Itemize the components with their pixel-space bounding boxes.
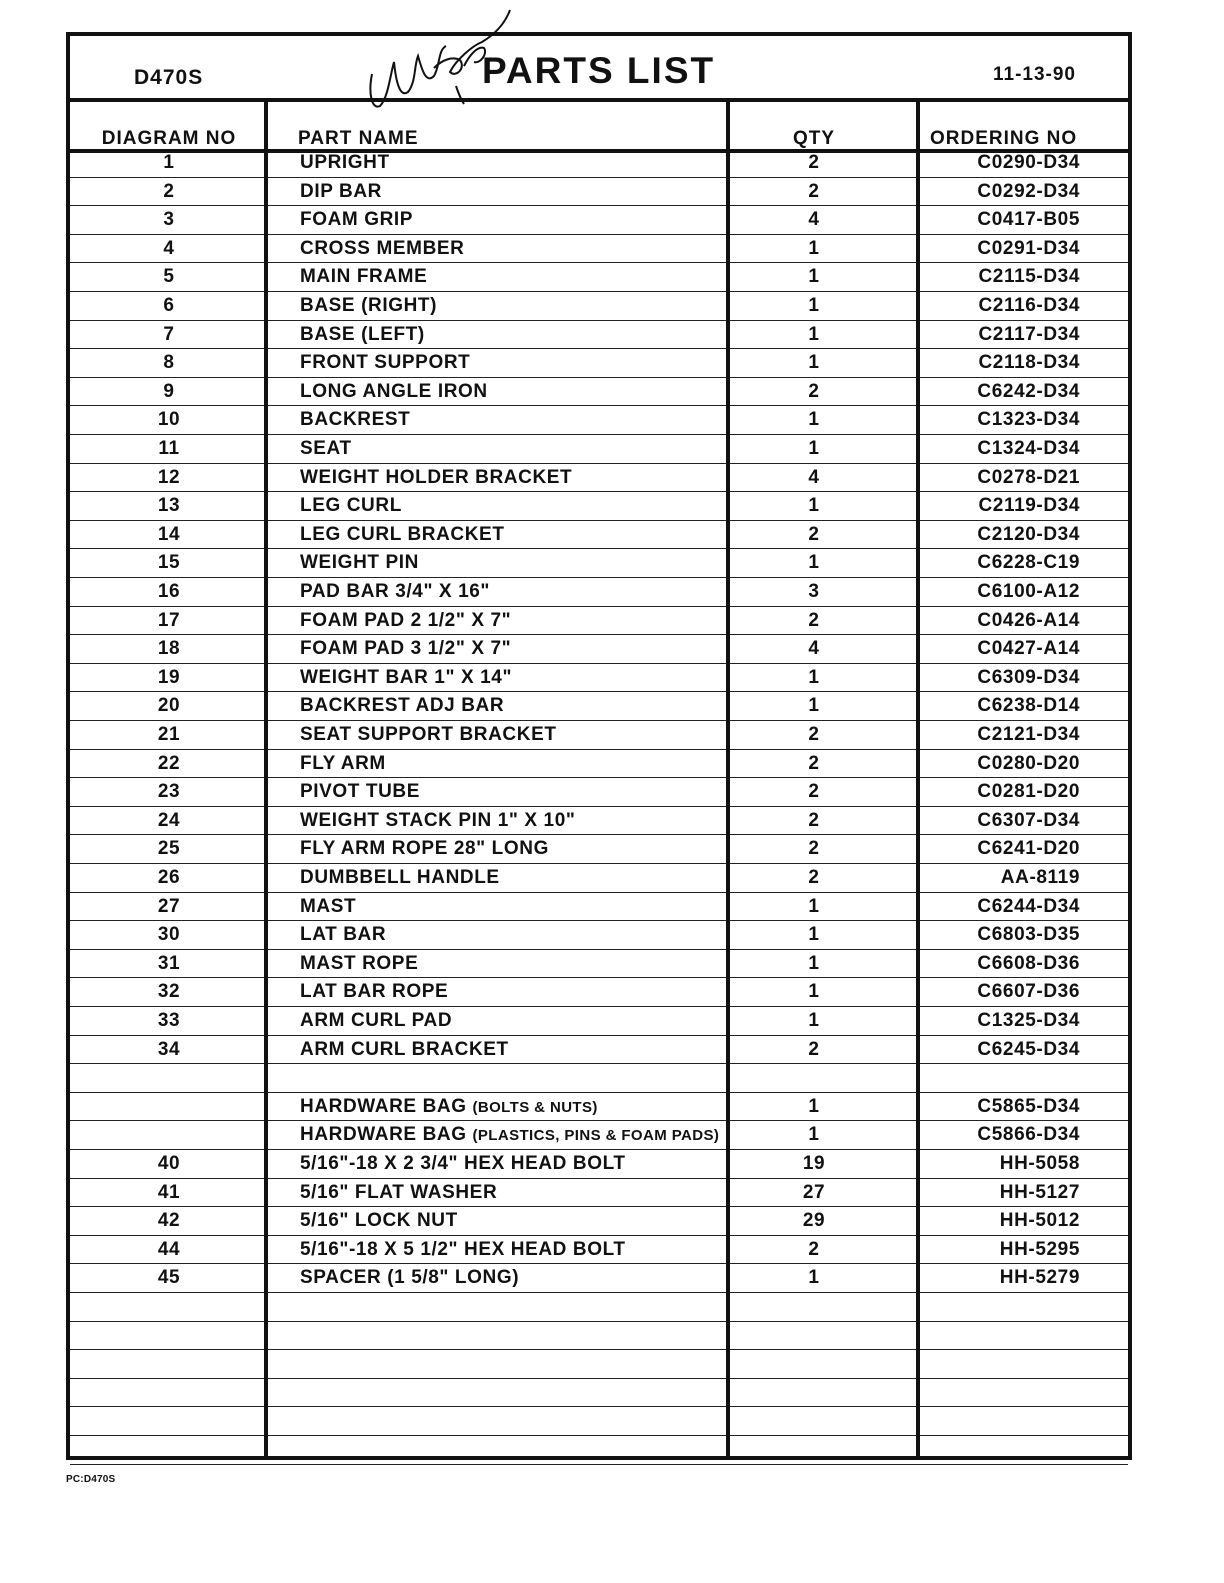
ordering-no-cell: C6607-D36 xyxy=(977,981,1080,1003)
column-header-ordering-no: ORDERING NO xyxy=(930,128,1078,149)
table-row xyxy=(70,549,1128,578)
part-name-cell: BACKREST ADJ BAR xyxy=(300,695,505,717)
column-header-part-name: PART NAME xyxy=(298,128,419,149)
diagram-no-cell: 11 xyxy=(158,438,180,459)
diagram-no-cell: 40 xyxy=(157,1153,181,1174)
qty-cell: 1 xyxy=(808,323,820,345)
diagram-no-cell: 19 xyxy=(157,666,181,688)
diagram-no-cell: 10 xyxy=(157,409,181,431)
qty-cell: 2 xyxy=(808,609,820,631)
column-divider xyxy=(264,102,268,1456)
table-row xyxy=(70,178,1128,207)
ordering-no-cell: C0281-D20 xyxy=(977,781,1080,803)
qty-cell: 2 xyxy=(808,523,820,545)
part-name-cell: ARM CURL PAD xyxy=(300,1010,453,1031)
qty-cell: 2 xyxy=(808,867,820,888)
column-divider xyxy=(916,102,920,1456)
part-name-text: HARDWARE BAG xyxy=(300,1124,467,1146)
diagram-no-cell: 14 xyxy=(157,523,181,545)
diagram-no-cell: 22 xyxy=(157,752,181,774)
qty-cell: 1 xyxy=(808,552,820,574)
diagram-no-cell: 20 xyxy=(157,695,181,717)
part-name-cell: FRONT SUPPORT xyxy=(300,352,471,374)
ordering-no-cell: C0426-A14 xyxy=(977,609,1080,631)
diagram-no-cell: 26 xyxy=(157,867,181,888)
ordering-no-cell: C6242-D34 xyxy=(977,380,1080,402)
part-name-cell: FLY ARM ROPE 28" LONG xyxy=(300,838,549,860)
diagram-no-cell: 27 xyxy=(157,895,181,917)
part-name-cell: MAST xyxy=(300,895,357,917)
qty-cell: 4 xyxy=(808,466,820,488)
diagram-no-cell: 8 xyxy=(163,352,175,374)
qty-cell: 27 xyxy=(802,1181,826,1203)
qty-cell: 2 xyxy=(808,838,820,860)
diagram-no-cell: 9 xyxy=(163,380,175,402)
part-name-cell: BACKREST xyxy=(300,409,411,431)
diagram-no-cell: 45 xyxy=(157,1267,181,1289)
part-name-cell: SEAT SUPPORT BRACKET xyxy=(300,724,557,745)
ordering-no-cell: C6309-D34 xyxy=(977,666,1080,688)
table-row xyxy=(70,1064,1128,1093)
table-row xyxy=(70,235,1128,264)
ordering-no-cell: C2118-D34 xyxy=(978,352,1080,374)
table-row xyxy=(70,635,1128,664)
qty-cell: 2 xyxy=(808,809,820,831)
ordering-no-cell: C6238-D14 xyxy=(977,695,1080,717)
table-row xyxy=(70,1436,1128,1465)
column-divider xyxy=(726,102,730,1456)
diagram-no-cell: 15 xyxy=(157,552,181,574)
table-row xyxy=(70,1121,1128,1150)
table-row xyxy=(70,607,1128,636)
table-row xyxy=(70,978,1128,1007)
page-title: PARTS LIST xyxy=(482,50,716,91)
part-name-cell: WEIGHT HOLDER BRACKET xyxy=(300,466,573,488)
qty-cell: 2 xyxy=(808,380,820,402)
qty-cell: 2 xyxy=(808,724,820,745)
ordering-no-cell: C1325-D34 xyxy=(977,1010,1080,1031)
part-name-cell xyxy=(300,1096,730,1118)
ordering-no-cell: HH-5127 xyxy=(999,1181,1080,1203)
ordering-no-cell: C5866-D34 xyxy=(977,1124,1080,1146)
part-name-cell: FOAM PAD 2 1/2" X 7" xyxy=(300,609,512,631)
ordering-no-cell: HH-5012 xyxy=(999,1210,1080,1232)
part-name-cell: 5/16" FLAT WASHER xyxy=(300,1181,498,1203)
part-name-cell: LAT BAR xyxy=(300,924,387,946)
qty-cell: 19 xyxy=(802,1153,826,1174)
table-row xyxy=(70,378,1128,407)
diagram-no-cell: 7 xyxy=(163,323,175,345)
ordering-no-cell: C0290-D34 xyxy=(977,152,1080,173)
part-name-cell: PAD BAR 3/4" X 16" xyxy=(300,581,491,602)
document-date: 11-13-90 xyxy=(992,64,1076,85)
ordering-no-cell: C0280-D20 xyxy=(977,752,1080,774)
qty-cell: 1 xyxy=(808,1010,820,1031)
part-name-cell: FOAM PAD 3 1/2" X 7" xyxy=(300,638,512,660)
ordering-no-cell: C6244-D34 xyxy=(977,895,1080,917)
table-row xyxy=(70,692,1128,721)
table-row xyxy=(70,750,1128,779)
ordering-no-cell: HH-5279 xyxy=(999,1267,1080,1289)
table-row xyxy=(70,807,1128,836)
diagram-no-cell: 1 xyxy=(163,152,175,173)
qty-cell: 1 xyxy=(808,695,820,717)
part-name-cell: LONG ANGLE IRON xyxy=(300,380,488,402)
table-row xyxy=(70,1179,1128,1208)
ordering-no-cell: C6245-D34 xyxy=(977,1038,1080,1060)
diagram-no-cell: 33 xyxy=(157,1010,181,1031)
qty-cell: 2 xyxy=(808,152,820,173)
column-header-diagram-no: DIAGRAM NO xyxy=(101,128,237,149)
ordering-no-cell: C6228-C19 xyxy=(977,552,1080,574)
ordering-no-cell: C0417-B05 xyxy=(977,209,1080,231)
part-name-cell: 5/16" LOCK NUT xyxy=(300,1210,458,1232)
table-row xyxy=(70,349,1128,378)
header xyxy=(70,36,1128,102)
column-header-qty: QTY xyxy=(792,128,836,149)
diagram-no-cell: 5 xyxy=(163,266,175,288)
table-row xyxy=(70,292,1128,321)
ordering-no-cell: C6608-D36 xyxy=(977,952,1080,974)
ordering-no-cell: C1323-D34 xyxy=(977,409,1080,431)
part-name-cell: UPRIGHT xyxy=(300,152,390,173)
diagram-no-cell: 16 xyxy=(157,581,181,602)
qty-cell: 2 xyxy=(808,1238,820,1260)
qty-cell: 1 xyxy=(808,895,820,917)
diagram-no-cell: 17 xyxy=(157,609,181,631)
diagram-no-cell: 31 xyxy=(157,952,181,974)
table-row xyxy=(70,1036,1128,1065)
table-row xyxy=(70,664,1128,693)
ordering-no-cell: C0278-D21 xyxy=(977,466,1080,488)
diagram-no-cell: 6 xyxy=(163,295,175,316)
table-row xyxy=(70,492,1128,521)
qty-cell: 29 xyxy=(802,1210,826,1232)
table-row xyxy=(70,1379,1128,1408)
ordering-no-cell: HH-5058 xyxy=(999,1153,1080,1174)
diagram-no-cell: 32 xyxy=(157,981,181,1003)
table-row xyxy=(70,263,1128,292)
ordering-no-cell: C0292-D34 xyxy=(977,180,1080,202)
table-row xyxy=(70,893,1128,922)
table-row xyxy=(70,1407,1128,1436)
ordering-no-cell: AA-8119 xyxy=(1000,867,1080,888)
qty-cell: 1 xyxy=(808,924,820,946)
ordering-no-cell: C6100-A12 xyxy=(977,581,1080,602)
part-name-cell: DUMBBELL HANDLE xyxy=(300,867,500,888)
diagram-no-cell: 42 xyxy=(157,1210,181,1232)
qty-cell: 1 xyxy=(808,295,820,316)
diagram-no-cell: 24 xyxy=(157,809,181,831)
qty-cell: 2 xyxy=(808,1038,820,1060)
ordering-no-cell: C2115-D34 xyxy=(978,266,1080,288)
diagram-no-cell: 21 xyxy=(157,724,181,745)
table-row xyxy=(70,321,1128,350)
part-name-cell: FOAM GRIP xyxy=(300,209,414,231)
footer-code: PC:D470S xyxy=(66,1474,116,1485)
ordering-no-cell: C0291-D34 xyxy=(977,237,1080,259)
qty-cell: 1 xyxy=(808,981,820,1003)
diagram-no-cell: 2 xyxy=(163,180,175,202)
table-row xyxy=(70,1264,1128,1293)
table-row xyxy=(70,464,1128,493)
qty-cell: 2 xyxy=(808,781,820,803)
diagram-no-cell: 18 xyxy=(157,638,181,660)
ordering-no-cell: C1324-D34 xyxy=(977,438,1080,459)
ordering-no-cell: C2116-D34 xyxy=(978,295,1080,316)
table-row xyxy=(70,1007,1128,1036)
part-name-note: (BOLTS & NUTS) xyxy=(472,1098,598,1116)
qty-cell: 1 xyxy=(808,438,820,459)
qty-cell: 4 xyxy=(808,638,820,660)
part-name-cell xyxy=(300,1124,730,1146)
part-name-cell: ARM CURL BRACKET xyxy=(300,1038,509,1060)
part-name-cell: WEIGHT BAR 1" X 14" xyxy=(300,666,513,688)
ordering-no-cell: C6307-D34 xyxy=(977,809,1080,831)
table-row xyxy=(70,921,1128,950)
qty-cell: 1 xyxy=(808,1095,820,1117)
ordering-no-cell: C2119-D34 xyxy=(978,495,1080,517)
diagram-no-cell: 13 xyxy=(157,495,181,517)
part-name-cell: CROSS MEMBER xyxy=(300,237,465,259)
table-row xyxy=(70,1207,1128,1236)
table-row xyxy=(70,864,1128,893)
table-row xyxy=(70,950,1128,979)
ordering-no-cell: C6241-D20 xyxy=(977,838,1080,860)
table-row xyxy=(70,1322,1128,1351)
table-row xyxy=(70,1150,1128,1179)
qty-cell: 2 xyxy=(808,752,820,774)
ordering-no-cell: C2117-D34 xyxy=(978,323,1080,345)
table-row xyxy=(70,149,1128,178)
table-row xyxy=(70,1293,1128,1322)
diagram-no-cell: 25 xyxy=(157,838,181,860)
part-name-cell: SPACER (1 5/8" LONG) xyxy=(300,1267,520,1289)
part-name-cell: MAIN FRAME xyxy=(300,266,428,288)
table-row xyxy=(70,435,1128,464)
qty-cell: 1 xyxy=(808,495,820,517)
qty-cell: 1 xyxy=(808,352,820,374)
qty-cell: 2 xyxy=(808,180,820,202)
part-name-text: HARDWARE BAG xyxy=(300,1095,467,1117)
qty-cell: 1 xyxy=(808,666,820,688)
diagram-no-cell: 34 xyxy=(157,1038,181,1060)
table-row xyxy=(70,206,1128,235)
qty-cell: 4 xyxy=(808,209,820,231)
table-row xyxy=(70,578,1128,607)
qty-cell: 1 xyxy=(808,1124,820,1146)
diagram-no-cell: 30 xyxy=(157,924,181,946)
part-name-cell: WEIGHT STACK PIN 1" X 10" xyxy=(300,809,576,831)
part-name-cell: LEG CURL BRACKET xyxy=(300,523,505,545)
diagram-no-cell: 44 xyxy=(157,1238,181,1260)
parts-list-sheet xyxy=(66,32,1132,1460)
part-name-cell: 5/16"-18 X 5 1/2" HEX HEAD BOLT xyxy=(300,1238,626,1260)
part-name-cell: PIVOT TUBE xyxy=(300,781,421,803)
table-row xyxy=(70,1350,1128,1379)
ordering-no-cell: C5865-D34 xyxy=(977,1095,1080,1117)
ordering-no-cell: HH-5295 xyxy=(999,1238,1080,1260)
qty-cell: 1 xyxy=(808,1267,820,1289)
table-row xyxy=(70,835,1128,864)
part-name-cell: MAST ROPE xyxy=(300,952,419,974)
table-row xyxy=(70,1093,1128,1122)
ordering-no-cell: C6803-D35 xyxy=(977,924,1080,946)
diagram-no-cell: 41 xyxy=(157,1181,181,1203)
part-name-cell: FLY ARM xyxy=(300,752,386,774)
part-name-cell: LAT BAR ROPE xyxy=(300,981,449,1003)
table-row xyxy=(70,1236,1128,1265)
part-name-cell: WEIGHT PIN xyxy=(300,552,419,574)
qty-cell: 1 xyxy=(808,409,820,431)
qty-cell: 1 xyxy=(808,952,820,974)
part-name-cell: 5/16"-18 X 2 3/4" HEX HEAD BOLT xyxy=(300,1153,626,1174)
diagram-no-cell: 23 xyxy=(157,781,181,803)
table-row xyxy=(70,406,1128,435)
table-row xyxy=(70,721,1128,750)
part-name-cell: BASE (RIGHT) xyxy=(300,295,438,316)
part-name-cell: LEG CURL xyxy=(300,495,402,517)
table-row xyxy=(70,521,1128,550)
diagram-no-cell: 3 xyxy=(163,209,175,231)
qty-cell: 1 xyxy=(808,266,820,288)
qty-cell: 1 xyxy=(808,237,820,259)
part-name-cell: DIP BAR xyxy=(300,180,382,202)
ordering-no-cell: C2120-D34 xyxy=(977,523,1080,545)
part-name-note: (PLASTICS, PINS & FOAM PADS) xyxy=(472,1127,720,1145)
table-row xyxy=(70,778,1128,807)
ordering-no-cell: C0427-A14 xyxy=(977,638,1080,660)
diagram-no-cell: 12 xyxy=(157,466,181,488)
model-number: D470S xyxy=(134,66,204,89)
diagram-no-cell: 4 xyxy=(163,237,175,259)
part-name-cell: SEAT xyxy=(300,438,352,459)
part-name-cell: BASE (LEFT) xyxy=(300,323,425,345)
qty-cell: 3 xyxy=(808,581,820,602)
ordering-no-cell: C2121-D34 xyxy=(977,724,1080,745)
